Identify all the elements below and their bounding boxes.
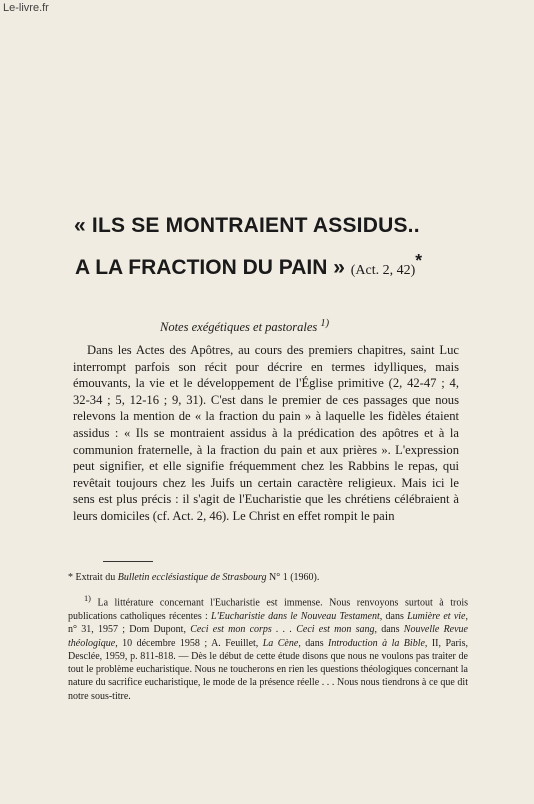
footnote-1 bbox=[68, 592, 468, 703]
footnote-1-segment: Introduction à la Bible bbox=[328, 637, 425, 649]
title-reference: (Act. 2, 42) bbox=[350, 263, 416, 278]
body-paragraph: Dans les Actes des Apôtres, au cours des premiers chapitres, saint Luc interrompt parfois son récit pour décrire en termes idylliques, mais émouvants, la vie et le développement de l'Église primitive (2, 42-47 ; 4, 32-34 ; 5, 12-16 ; 9, 31). C'est dans le premier de ces passages que nous relevons la mention de « la fraction du pain » à laquelle les fidèles étaient assidus : « Ils se montraient assidus à la prédication des apôtres et à la communion fraternelle, à la fraction du pain et aux prières ». L'expression peut signifier, et elle signifie fréquemment chez les Rabbins le repas, qui revêtait toujours chez les Juifs un certain caractère religieux. Mais ici le sens est plus précis : il s'agit de l'Eucharistie que les chrétiens célébraient à leurs domiciles (cf. Act. 2, 46). Le Christ en effet rompit le pain bbox=[73, 343, 459, 523]
footnote-star-mark: * bbox=[68, 572, 73, 583]
footnote-star bbox=[68, 571, 468, 584]
footnote-1-segment: La Cène bbox=[262, 637, 299, 649]
footnote-star-text-before: Extrait du bbox=[75, 572, 118, 583]
footnote-1-segment: Nouvelle Revue théologique bbox=[68, 624, 468, 649]
footnote-1-segment: Lumière et vie bbox=[407, 610, 466, 622]
footnote-1-segment: Ceci est mon corps . . . Ceci est mon sang bbox=[190, 624, 375, 636]
footnote-star-text-after: N° 1 (1960). bbox=[266, 572, 320, 583]
footnote-1-text bbox=[68, 598, 468, 702]
subtitle-text: Notes exégétiques et pastorales bbox=[160, 320, 318, 335]
watermark: Le-livre.fr bbox=[3, 2, 49, 14]
subtitle-footnote-mark: 1) bbox=[320, 318, 330, 329]
footnote-1-segment: , dans bbox=[298, 637, 329, 649]
footnote-divider bbox=[103, 561, 153, 562]
footnote-star-italic: Bulletin ecclésiastique de Strasbourg bbox=[117, 572, 267, 583]
footnote-1-segment: L'Eucharistie dans le Nouveau Testament bbox=[211, 610, 380, 622]
footnotes bbox=[68, 571, 468, 711]
title-line-2-text: A LA FRACTION DU PAIN » bbox=[75, 256, 345, 279]
footnote-1-mark: 1) bbox=[84, 594, 91, 604]
footnote-1-segment: La littérature concernant l'Eucharistie est immense. Nous renvoyons surtout à trois publications catholiques récentes : bbox=[68, 597, 468, 622]
footnote-1-segment: , II, Paris, Desclée, 1959, p. 811-818. — Dès le début de cette étude disons que nous ne voulons pas traiter de tout le problème eucharistique. Nous ne toucherons en rien les questions théologiques concernant la nature du sacrifice eucharistique, le mode de la présence réelle . . . Nous nous tiendrons à ce que dit notre sous-titre. bbox=[68, 637, 468, 702]
title-footnote-mark: * bbox=[415, 250, 423, 270]
footnote-1-segment: , dans bbox=[374, 624, 404, 636]
article-title bbox=[70, 214, 510, 280]
title-line-2 bbox=[75, 250, 510, 280]
body-text bbox=[73, 342, 459, 525]
subtitle bbox=[160, 318, 329, 335]
footnote-1-segment: , dans bbox=[379, 610, 408, 622]
footnote-1-segment: , 10 décembre 1958 ; A. Feuillet, bbox=[115, 637, 263, 649]
footnote-1-segment: , n° 31, 1957 ; Dom Dupont, bbox=[68, 610, 468, 636]
title-line-1: « ILS SE MONTRAIENT ASSIDUS.. bbox=[74, 214, 420, 237]
